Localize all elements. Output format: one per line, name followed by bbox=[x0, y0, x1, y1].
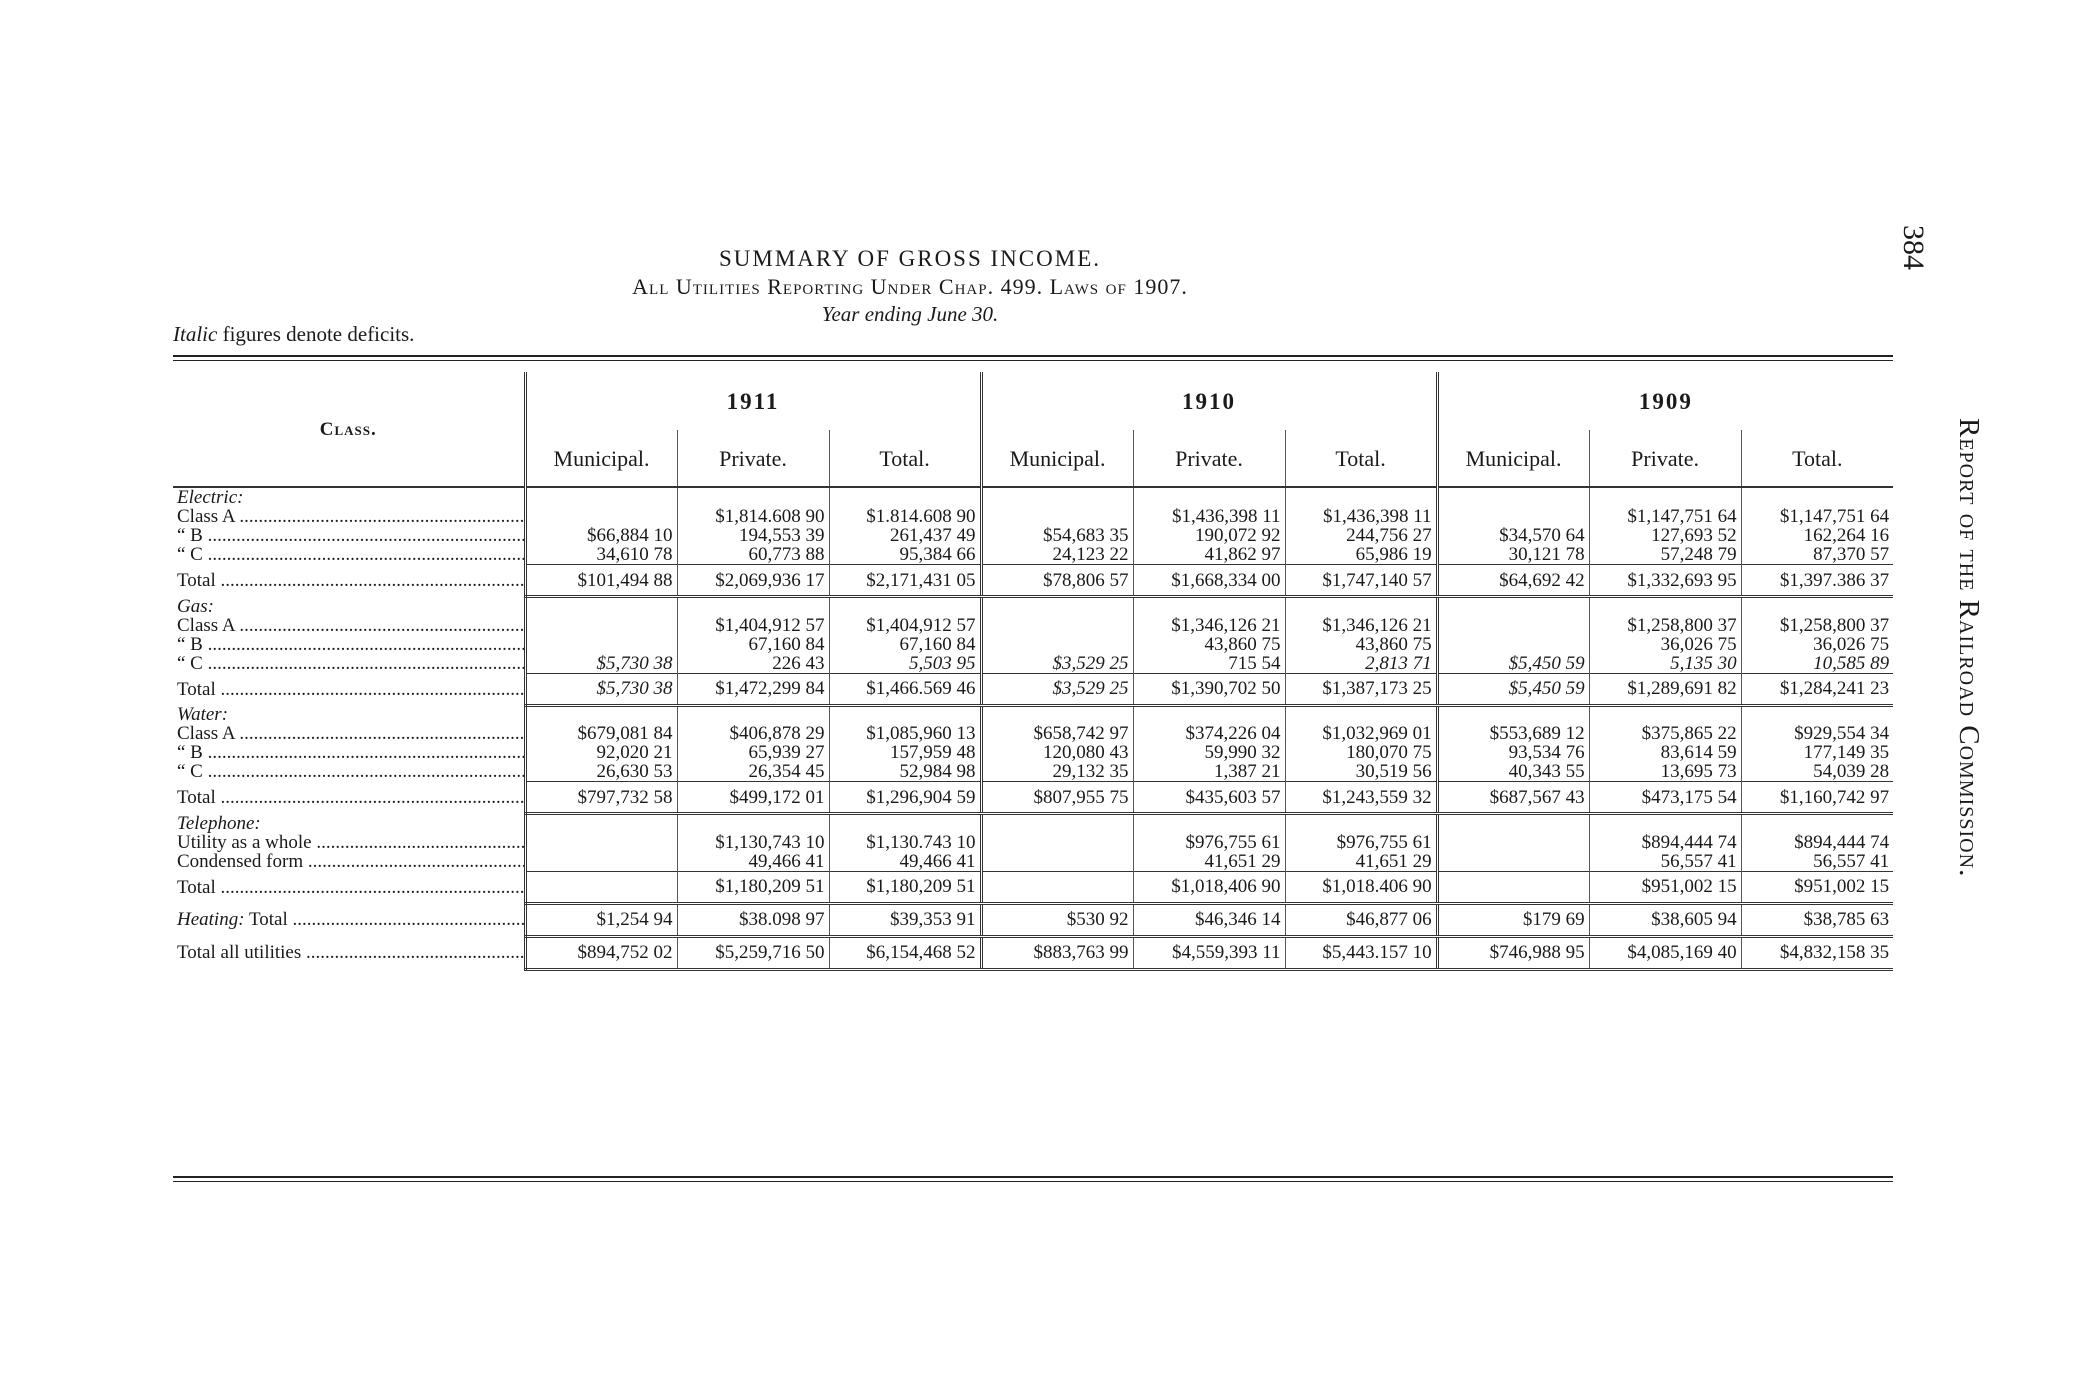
spacer-cell bbox=[1133, 814, 1285, 833]
table-cell: $179 69 bbox=[1437, 903, 1589, 936]
table-cell: $1,404,912 57 bbox=[677, 616, 829, 635]
table-cell: $64,692 42 bbox=[1437, 565, 1589, 597]
table-cell bbox=[525, 635, 677, 654]
table-cell: $1,387,173 25 bbox=[1285, 673, 1437, 705]
col-private: Private. bbox=[1589, 430, 1741, 487]
table-cell: $976,755 61 bbox=[1133, 833, 1285, 852]
col-municipal: Municipal. bbox=[1437, 430, 1589, 487]
table-cell: 261,437 49 bbox=[829, 526, 981, 545]
total-row bbox=[173, 673, 1893, 705]
spacer-cell bbox=[829, 814, 981, 833]
table-cell: $1,436,398 11 bbox=[1285, 507, 1437, 526]
row-label: Class A ..... bbox=[173, 724, 525, 743]
spacer-cell bbox=[1133, 705, 1285, 724]
table-cell: $374,226 04 bbox=[1133, 724, 1285, 743]
table-row bbox=[173, 852, 1893, 872]
table-cell: $1,180,209 51 bbox=[829, 871, 981, 903]
table-cell bbox=[1437, 852, 1589, 872]
table-cell: $1,346,126 21 bbox=[1285, 616, 1437, 635]
spacer-cell bbox=[829, 487, 981, 507]
table-cell bbox=[1437, 833, 1589, 852]
table-cell: $1,085,960 13 bbox=[829, 724, 981, 743]
table-cell: 83,614 59 bbox=[1589, 743, 1741, 762]
table-cell: $6,154,468 52 bbox=[829, 936, 981, 969]
table-cell: 59,990 32 bbox=[1133, 743, 1285, 762]
table-cell: $66,884 10 bbox=[525, 526, 677, 545]
spacer-cell bbox=[1741, 487, 1893, 507]
page-number: 384 bbox=[1897, 225, 1930, 270]
table-cell: $4,832,158 35 bbox=[1741, 936, 1893, 969]
total-label: Total ..... bbox=[173, 673, 525, 705]
table-cell: $1,130.743 10 bbox=[829, 833, 981, 852]
spacer-cell bbox=[677, 705, 829, 724]
table-cell: $951,002 15 bbox=[1741, 871, 1893, 903]
group-header-row bbox=[173, 487, 1893, 507]
bottom-rule bbox=[173, 1176, 1893, 1178]
table-cell: $38.098 97 bbox=[677, 903, 829, 936]
top-rule bbox=[173, 355, 1893, 357]
group-label: Gas: bbox=[177, 596, 214, 616]
spacer-cell bbox=[1589, 814, 1741, 833]
table-cell: $499,172 01 bbox=[677, 782, 829, 814]
table-cell: $1,404,912 57 bbox=[829, 616, 981, 635]
heating-label-rest: Total bbox=[248, 909, 288, 930]
table-cell: 60,773 88 bbox=[677, 545, 829, 565]
table-cell: $473,175 54 bbox=[1589, 782, 1741, 814]
note-italic: Italic bbox=[173, 322, 218, 346]
deficit-note bbox=[173, 322, 414, 347]
table-body bbox=[173, 487, 1893, 969]
table-cell: $5,450 59 bbox=[1437, 673, 1589, 705]
table-cell bbox=[1437, 507, 1589, 526]
table-cell: $38,605 94 bbox=[1589, 903, 1741, 936]
table-cell bbox=[525, 507, 677, 526]
table-cell: $1,346,126 21 bbox=[1133, 616, 1285, 635]
table-cell: $46,877 06 bbox=[1285, 903, 1437, 936]
table-cell: 5,135 30 bbox=[1589, 654, 1741, 674]
spacer-cell bbox=[525, 705, 677, 724]
spacer-cell bbox=[1437, 487, 1589, 507]
table-cell: $5,443.157 10 bbox=[1285, 936, 1437, 969]
table-cell: 34,610 78 bbox=[525, 545, 677, 565]
table-cell: 57,248 79 bbox=[1589, 545, 1741, 565]
spacer-cell bbox=[525, 487, 677, 507]
table-cell bbox=[525, 833, 677, 852]
total-label: Total ..... bbox=[173, 871, 525, 903]
group-label: Water: bbox=[177, 705, 229, 724]
table-cell bbox=[981, 616, 1133, 635]
year-line: Year ending June 30. bbox=[821, 302, 999, 326]
spacer-cell bbox=[981, 597, 1133, 616]
table-cell: $951,002 15 bbox=[1589, 871, 1741, 903]
year-1910: 1910 bbox=[981, 372, 1437, 430]
group-header-row bbox=[173, 597, 1893, 616]
table-cell: 56,557 41 bbox=[1589, 852, 1741, 872]
table-cell: $101,494 88 bbox=[525, 565, 677, 597]
table-cell: $1,466.569 46 bbox=[829, 673, 981, 705]
table-cell: $2,069,936 17 bbox=[677, 565, 829, 597]
row-label: “ C ..... bbox=[173, 762, 525, 782]
table-cell: $1,332,693 95 bbox=[1589, 565, 1741, 597]
table-cell: $1,668,334 00 bbox=[1133, 565, 1285, 597]
table-row bbox=[173, 762, 1893, 782]
table-cell: $530 92 bbox=[981, 903, 1133, 936]
table-cell: $3,529 25 bbox=[981, 673, 1133, 705]
table-cell: 95,384 66 bbox=[829, 545, 981, 565]
table-cell: $894,444 74 bbox=[1589, 833, 1741, 852]
spacer-cell bbox=[981, 705, 1133, 724]
spacer-cell bbox=[981, 814, 1133, 833]
spacer-cell bbox=[1741, 705, 1893, 724]
table-cell: $1,289,691 82 bbox=[1589, 673, 1741, 705]
table-cell: $894,752 02 bbox=[525, 936, 677, 969]
table-cell: $78,806 57 bbox=[981, 565, 1133, 597]
table-cell: 120,080 43 bbox=[981, 743, 1133, 762]
table-row bbox=[173, 545, 1893, 565]
table-cell: 13,695 73 bbox=[1589, 762, 1741, 782]
total-label: Total ..... bbox=[173, 782, 525, 814]
group-label: Electric: bbox=[177, 487, 244, 507]
spacer-cell bbox=[1437, 705, 1589, 724]
spacer-cell bbox=[525, 597, 677, 616]
table-cell bbox=[525, 852, 677, 872]
table-cell: $1,814.608 90 bbox=[677, 507, 829, 526]
table-cell: 157,959 48 bbox=[829, 743, 981, 762]
table-cell: $2,171,431 05 bbox=[829, 565, 981, 597]
table-cell: $1,147,751 64 bbox=[1589, 507, 1741, 526]
table-cell: 30,519 56 bbox=[1285, 762, 1437, 782]
group-label: Telephone: bbox=[177, 813, 261, 833]
total-row bbox=[173, 782, 1893, 814]
table-cell: $5,730 38 bbox=[525, 673, 677, 705]
spacer-cell bbox=[525, 814, 677, 833]
table-cell: 190,072 92 bbox=[1133, 526, 1285, 545]
table-cell bbox=[981, 852, 1133, 872]
table-cell bbox=[1437, 635, 1589, 654]
table-cell: 10,585 89 bbox=[1741, 654, 1893, 674]
table-cell: $1,284,241 23 bbox=[1741, 673, 1893, 705]
heating-label bbox=[173, 903, 525, 936]
row-label: Class A ..... bbox=[173, 507, 525, 526]
table-cell: $1,258,800 37 bbox=[1741, 616, 1893, 635]
table-row bbox=[173, 654, 1893, 674]
total-label: Total ..... bbox=[173, 565, 525, 597]
table-cell: $1.814.608 90 bbox=[829, 507, 981, 526]
table-cell: $3,529 25 bbox=[981, 654, 1133, 674]
table-cell: 43,860 75 bbox=[1285, 635, 1437, 654]
spacer-cell bbox=[981, 487, 1133, 507]
row-label: Class A ..... bbox=[173, 616, 525, 635]
table-cell: $5,450 59 bbox=[1437, 654, 1589, 674]
table-cell: 41,651 29 bbox=[1285, 852, 1437, 872]
table-cell bbox=[981, 507, 1133, 526]
table-cell: 162,264 16 bbox=[1741, 526, 1893, 545]
table-row bbox=[173, 616, 1893, 635]
table-cell bbox=[525, 616, 677, 635]
table-cell: 2,813 71 bbox=[1285, 654, 1437, 674]
table-cell: 40,343 55 bbox=[1437, 762, 1589, 782]
table-cell: 56,557 41 bbox=[1741, 852, 1893, 872]
table-row bbox=[173, 743, 1893, 762]
row-label: “ C ..... bbox=[173, 545, 525, 565]
table-cell: $807,955 75 bbox=[981, 782, 1133, 814]
spacer-cell bbox=[1133, 597, 1285, 616]
year-header-row bbox=[173, 372, 1893, 430]
table-row bbox=[173, 526, 1893, 545]
table-row bbox=[173, 833, 1893, 852]
page-subtitle: All Utilities Reporting Under Chap. 499. Laws of 1907. bbox=[632, 274, 1188, 299]
note-rest: figures denote deficits. bbox=[222, 322, 415, 346]
table-cell: $1,147,751 64 bbox=[1741, 507, 1893, 526]
table-cell: $976,755 61 bbox=[1285, 833, 1437, 852]
spacer-cell bbox=[677, 487, 829, 507]
table-cell: 1,387 21 bbox=[1133, 762, 1285, 782]
row-label: Condensed form ..... bbox=[173, 852, 525, 872]
table-cell: $4,559,393 11 bbox=[1133, 936, 1285, 969]
table-cell: $658,742 97 bbox=[981, 724, 1133, 743]
table-cell: $5,730 38 bbox=[525, 654, 677, 674]
table-row bbox=[173, 507, 1893, 526]
table-cell: $406,878 29 bbox=[677, 724, 829, 743]
table-cell: 26,630 53 bbox=[525, 762, 677, 782]
table-cell: 127,693 52 bbox=[1589, 526, 1741, 545]
table-cell: $5,259,716 50 bbox=[677, 936, 829, 969]
spacer-cell bbox=[829, 597, 981, 616]
spacer-cell bbox=[677, 814, 829, 833]
table-cell: $1,018,406 90 bbox=[1133, 871, 1285, 903]
table-cell: $375,865 22 bbox=[1589, 724, 1741, 743]
table-cell bbox=[981, 871, 1133, 903]
table-cell: $894,444 74 bbox=[1741, 833, 1893, 852]
table-cell: $4,085,169 40 bbox=[1589, 936, 1741, 969]
table-cell: 30,121 78 bbox=[1437, 545, 1589, 565]
year-1909: 1909 bbox=[1437, 372, 1893, 430]
table-cell: $883,763 99 bbox=[981, 936, 1133, 969]
table-cell bbox=[981, 635, 1133, 654]
spacer-cell bbox=[1741, 597, 1893, 616]
table-cell: $34,570 64 bbox=[1437, 526, 1589, 545]
row-label: “ C ..... bbox=[173, 654, 525, 674]
col-total: Total. bbox=[1285, 430, 1437, 487]
table-cell: 65,986 19 bbox=[1285, 545, 1437, 565]
table-cell: 36,026 75 bbox=[1589, 635, 1741, 654]
grand-total-row bbox=[173, 936, 1893, 969]
table-cell: 226 43 bbox=[677, 654, 829, 674]
table-cell: 41,651 29 bbox=[1133, 852, 1285, 872]
table-cell: $1,747,140 57 bbox=[1285, 565, 1437, 597]
table-cell: $553,689 12 bbox=[1437, 724, 1589, 743]
table-cell: 194,553 39 bbox=[677, 526, 829, 545]
table-cell bbox=[1437, 871, 1589, 903]
spacer-cell bbox=[1741, 814, 1893, 833]
table-cell: 177,149 35 bbox=[1741, 743, 1893, 762]
table-cell: 92,020 21 bbox=[525, 743, 677, 762]
col-private: Private. bbox=[1133, 430, 1285, 487]
row-label: Utility as a whole ..... bbox=[173, 833, 525, 852]
table-cell: $1,397.386 37 bbox=[1741, 565, 1893, 597]
grand-total-label: Total all utilities ..... bbox=[173, 936, 525, 969]
table-cell: $435,603 57 bbox=[1133, 782, 1285, 814]
table-cell: $1,032,969 01 bbox=[1285, 724, 1437, 743]
table-cell: 87,370 57 bbox=[1741, 545, 1893, 565]
group-header-row bbox=[173, 705, 1893, 724]
table-cell: $1,254 94 bbox=[525, 903, 677, 936]
table-cell: $1,018.406 90 bbox=[1285, 871, 1437, 903]
table-cell: 244,756 27 bbox=[1285, 526, 1437, 545]
table-cell: $1,296,904 59 bbox=[829, 782, 981, 814]
table-cell: 65,939 27 bbox=[677, 743, 829, 762]
spacer-cell bbox=[1285, 487, 1437, 507]
table-cell: $1,243,559 32 bbox=[1285, 782, 1437, 814]
table-cell: $1,436,398 11 bbox=[1133, 507, 1285, 526]
table-cell: 36,026 75 bbox=[1741, 635, 1893, 654]
table-cell: $1,472,299 84 bbox=[677, 673, 829, 705]
table-cell bbox=[981, 833, 1133, 852]
table-cell: 715 54 bbox=[1133, 654, 1285, 674]
table-cell: $746,988 95 bbox=[1437, 936, 1589, 969]
table-cell: $687,567 43 bbox=[1437, 782, 1589, 814]
spacer-cell bbox=[1589, 705, 1741, 724]
table-cell: $1,130,743 10 bbox=[677, 833, 829, 852]
col-total: Total. bbox=[829, 430, 981, 487]
table-cell: 67,160 84 bbox=[829, 635, 981, 654]
table-cell: $38,785 63 bbox=[1741, 903, 1893, 936]
heating-row bbox=[173, 903, 1893, 936]
table-cell: 5,503 95 bbox=[829, 654, 981, 674]
spacer-cell bbox=[1133, 487, 1285, 507]
table-cell: $39,353 91 bbox=[829, 903, 981, 936]
spacer-cell bbox=[1589, 487, 1741, 507]
spacer-cell bbox=[677, 597, 829, 616]
spacer-cell bbox=[1285, 705, 1437, 724]
top-rule-inner bbox=[173, 360, 1893, 361]
table-cell: $1,390,702 50 bbox=[1133, 673, 1285, 705]
spacer-cell bbox=[1437, 814, 1589, 833]
col-private: Private. bbox=[677, 430, 829, 487]
table-cell: $1,160,742 97 bbox=[1741, 782, 1893, 814]
bottom-rule-inner bbox=[173, 1181, 1893, 1182]
table-cell bbox=[1437, 616, 1589, 635]
table-cell: $679,081 84 bbox=[525, 724, 677, 743]
gross-income-table bbox=[173, 372, 1893, 971]
col-total: Total. bbox=[1741, 430, 1893, 487]
table-cell: 52,984 98 bbox=[829, 762, 981, 782]
table-cell: 43,860 75 bbox=[1133, 635, 1285, 654]
col-municipal: Municipal. bbox=[525, 430, 677, 487]
spacer-cell bbox=[1285, 814, 1437, 833]
table-cell: $1,180,209 51 bbox=[677, 871, 829, 903]
table-cell: 29,132 35 bbox=[981, 762, 1133, 782]
table-cell: 180,070 75 bbox=[1285, 743, 1437, 762]
page-title: SUMMARY OF GROSS INCOME. bbox=[718, 246, 1101, 271]
total-row bbox=[173, 565, 1893, 597]
row-label: “ B ..... bbox=[173, 635, 525, 654]
table-cell: 54,039 28 bbox=[1741, 762, 1893, 782]
table-cell: $54,683 35 bbox=[981, 526, 1133, 545]
group-header-row bbox=[173, 814, 1893, 833]
spacer-cell bbox=[829, 705, 981, 724]
col-municipal: Municipal. bbox=[981, 430, 1133, 487]
spacer-cell bbox=[1589, 597, 1741, 616]
spacer-cell bbox=[1437, 597, 1589, 616]
spacer-cell bbox=[1285, 597, 1437, 616]
running-head: Report of the Railroad Commission. bbox=[1953, 418, 1985, 878]
table-row bbox=[173, 724, 1893, 743]
table-cell: 49,466 41 bbox=[829, 852, 981, 872]
row-label: “ B ..... bbox=[173, 526, 525, 545]
total-row bbox=[173, 871, 1893, 903]
year-1911: 1911 bbox=[525, 372, 981, 430]
table-cell: 67,160 84 bbox=[677, 635, 829, 654]
table-cell: 93,534 76 bbox=[1437, 743, 1589, 762]
table-cell bbox=[525, 871, 677, 903]
table-cell: 49,466 41 bbox=[677, 852, 829, 872]
table-cell: $1,258,800 37 bbox=[1589, 616, 1741, 635]
table-cell: $929,554 34 bbox=[1741, 724, 1893, 743]
table-cell: $46,346 14 bbox=[1133, 903, 1285, 936]
table-cell: 26,354 45 bbox=[677, 762, 829, 782]
row-label: “ B ..... bbox=[173, 743, 525, 762]
table-cell: $797,732 58 bbox=[525, 782, 677, 814]
table-cell: 24,123 22 bbox=[981, 545, 1133, 565]
heating-label-italic: Heating: bbox=[177, 909, 245, 930]
table-cell: 41,862 97 bbox=[1133, 545, 1285, 565]
class-header: Class. bbox=[173, 372, 525, 487]
table-row bbox=[173, 635, 1893, 654]
